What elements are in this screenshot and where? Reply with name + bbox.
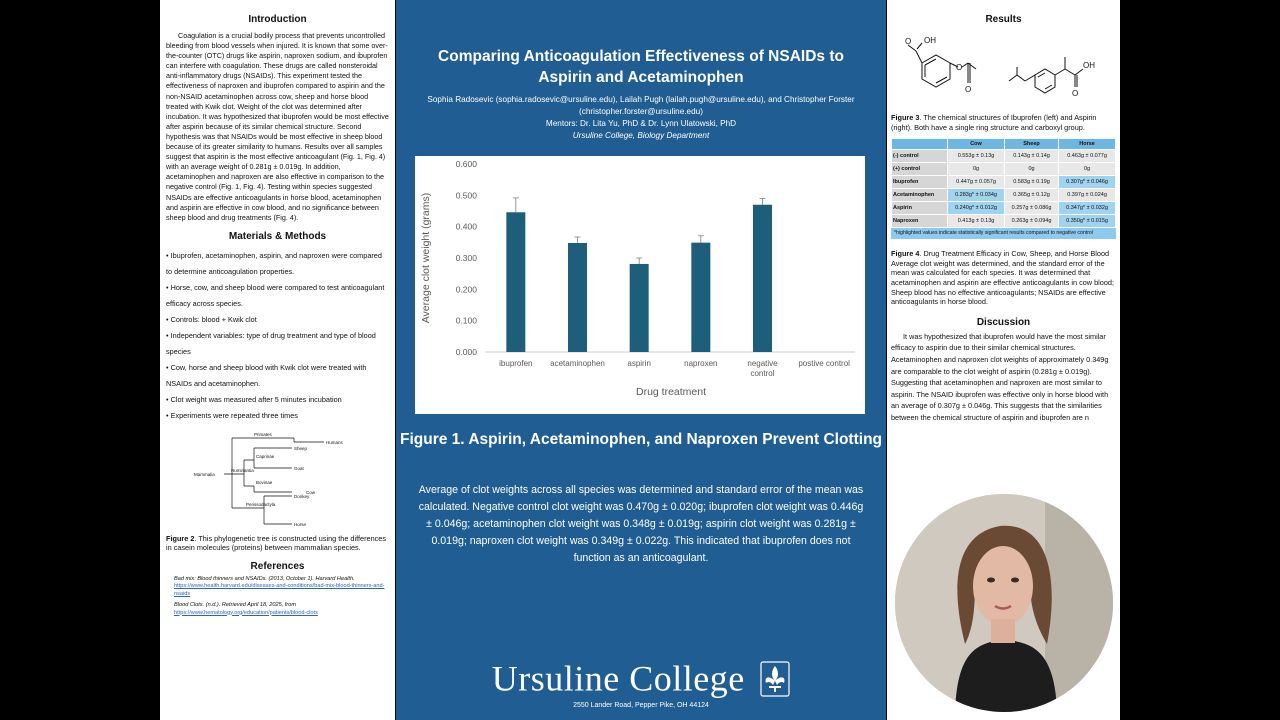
x-tick-label: negative control [747, 359, 778, 378]
tree-label-donkey: Donkey [294, 493, 310, 499]
figure-4-label: Figure 4 [891, 249, 920, 259]
table-cell: 0.463g ± 0.077g [1059, 150, 1116, 163]
college-address: 2550 Lander Road, Pepper Pike, OH 44124 [573, 702, 709, 709]
tree-label-perissodactyla: Perissodactyla [246, 501, 276, 507]
methods-item: • Independent variables: type of drug treatment and type of blood species [166, 330, 376, 356]
tree-label-horse: Horse [294, 521, 307, 527]
y-tick-label: 0.600 [455, 159, 477, 169]
tree-label-cow: Cow [306, 489, 316, 495]
x-tick-label: ibuprofen [499, 359, 533, 368]
table-cell: 0.553g ± 0.13g [948, 150, 1005, 163]
methods-item: • Clot weight was measured after 5 minutes incubation [166, 394, 342, 404]
y-axis-label: Average clot weight (grams) [420, 192, 432, 324]
affiliation: Ursuline College, Biology Department [572, 131, 710, 140]
figure-3-caption [891, 113, 1116, 132]
introduction-text: Coagulation is a crucial bodily process that prevents uncontrolled bleeding from blood vessels when injured. It is known that some over-the-counter (OTC) drugs like aspirin, naproxen sodium, and ibuprofen can interfere with coagulation. These drugs are called nonsteroidal anti-inflammatory drugs (NSAIDs). This experiment tested the effectiveness of naproxen and ibuprofen compared to aspirin and the non-NSAID acetaminophen across cow, sheep and horse blood treated with Kwik clot. Weight of the clot was determined after incubation. It was hypothesized that ibuprofen would be most effective after aspirin because of its similar chemical structure. Second hypothesis was that NSAIDs would be most effective in sheep blood because of its greater similarity to humans. Results over all samples suggest that aspirin is the most effective anticoagulant (Fig. 1, Fig. 4) with an average weight of 0.281g ± 0.019g. In addition, acetaminophen and naproxen are also effective in comparison to the negative control (Fig. 1, Fig. 4). Testing within species suggested NSAIDs are effective anticoagulants in horse blood, acetaminophen and aspirin are effective in cow blood, and no significance between sheep blood and drug treatments (Fig. 4). [166, 31, 389, 222]
table-cell: 0.263g ± 0.094g [1004, 215, 1058, 228]
x-axis-label: Drug treatment [635, 386, 707, 398]
reference-item [174, 602, 389, 617]
chemical-structures [891, 31, 1116, 111]
table-note: *highlighted values indicate statistically significant results compared to negative control [891, 228, 1116, 239]
left-column [160, 0, 395, 720]
error-bar [636, 258, 642, 264]
methods-item: • Horse, cow, and sheep blood were compared to test anticoagulant efficacy across species. [166, 282, 385, 308]
tree-label-mammalia: Mammalia [194, 471, 215, 477]
webcam-overlay [895, 494, 1113, 712]
figure-2-text: . This phylogenetic tree is constructed using the differences in casein molecules (proteins) between mammalian species. [166, 533, 386, 553]
x-tick-label: aspirin [627, 359, 651, 368]
bar-negative-control [753, 205, 772, 352]
college-logo [396, 654, 886, 700]
table-header: Cow [948, 139, 1005, 150]
tree-label-bovinae: Bovinae [256, 479, 273, 485]
tree-label-ruminantia: Ruminantia [231, 467, 254, 473]
table-row [892, 163, 1116, 176]
row-label: Acetaminophen [892, 189, 948, 202]
bar-aspirin [630, 264, 649, 352]
reference-text: Bad mix: Blood thinners and NSAIDs. (2013, October 1). Harvard Health. [174, 575, 355, 582]
table-cell-significant: 0.350g* ± 0.015g [1059, 215, 1116, 228]
table-header: Horse [1059, 139, 1116, 150]
chem-label: OH [1082, 61, 1095, 70]
methods-item: • Cow, horse and sheep blood with Kwik clot were treated with NSAIDs and acetaminophen. [166, 362, 367, 388]
ibuprofen-structure-icon [1005, 41, 1105, 101]
y-tick-label: 0.500 [455, 190, 477, 201]
bar-chart-svg [415, 156, 865, 414]
chem-label: OH [924, 36, 937, 45]
y-tick-label: 0.100 [455, 315, 477, 326]
x-tick-label: naproxen [684, 359, 718, 368]
chem-label: O [956, 63, 963, 72]
tree-label-sheep: Sheep [294, 445, 308, 451]
methods-heading: Materials & Methods [228, 230, 327, 242]
figure-1-title: Figure 1. Aspirin, Acetaminophen, and Naproxen Prevent Clotting [400, 431, 882, 448]
reference-link[interactable]: https://www.hematology.org/education/patients/blood-clots [174, 609, 318, 616]
error-bar [760, 198, 766, 204]
row-label: Naproxen [892, 215, 948, 228]
table-row [892, 202, 1116, 215]
center-column [396, 0, 886, 720]
table-row [892, 215, 1116, 228]
error-bar [698, 236, 704, 243]
methods-list [166, 248, 389, 424]
y-tick-label: 0.400 [455, 221, 477, 232]
figure-3-label: Figure 3 [891, 113, 920, 122]
bar-acetaminophen [568, 243, 587, 352]
aspirin-structure-icon [902, 35, 982, 107]
results-heading: Results [985, 14, 1022, 25]
references-list [174, 576, 389, 617]
table-cell-significant: 0.240g* ± 0.012g [948, 202, 1005, 215]
row-label: Ibuprofen [892, 176, 948, 189]
tree-label-primates: Primates [254, 431, 272, 437]
x-tick-label: acetaminophen [550, 359, 605, 368]
discussion-heading: Discussion [976, 316, 1031, 328]
table-header-row [892, 139, 1116, 150]
error-bar [575, 237, 581, 243]
fleur-de-lis-icon [760, 661, 790, 697]
table-header [892, 139, 948, 150]
introduction-heading: Introduction [248, 14, 307, 25]
table-cell-significant: 0.347g* ± 0.032g [1059, 202, 1116, 215]
figure-1-description: Average of clot weights across all species was determined and standard error of the mean was calculated. Negative control clot weight was 0.470g ± 0.020g; ibuprofen clot weight was 0.446g ± 0.046g; acetaminophen clot weight was 0.348g ± 0.019g; aspirin clot weight was 0.281g ± 0.019g; naproxen clot weight was 0.349g ± 0.022g. This indicated that ibuprofen does not function as an anticoagulant. [418, 484, 864, 564]
table-cell: 0.257g ± 0.086g [1004, 202, 1058, 215]
row-label: (+) control [892, 163, 948, 176]
methods-item: • Controls: blood + Kwik clot [166, 314, 257, 324]
college-name: Ursuline College [491, 658, 745, 699]
phylogenetic-tree [194, 430, 354, 530]
table-cell: 0.447g ± 0.057g [948, 176, 1005, 189]
figure-4-text: . Drug Treatment Efficacy in Cow, Sheep, and Horse Blood Average clot weight was determined, and the standard error of the mean was calculated for each species. It was determined that acetaminophen and aspirin are effective anticoagulants in cow blood; Sheep blood has no effective anticoagulants; NSAIDs are effective anticoagulants in horse blood. [891, 249, 1114, 307]
table-cell: 0.583g ± 0.19g [1004, 176, 1058, 189]
tree-label-goat: Goat [294, 465, 304, 471]
results-table [891, 138, 1116, 228]
references-heading: References [250, 560, 305, 572]
table-cell: 0g [1004, 163, 1058, 176]
bar-group [506, 198, 772, 352]
y-tick-group [456, 159, 478, 357]
row-label: Aspirin [892, 202, 948, 215]
table-cell: 0.143g ± 0.14g [1004, 150, 1058, 163]
y-tick-label: 0.300 [455, 253, 477, 263]
bar-naproxen [691, 243, 710, 352]
authors: Sophia Radosevic (sophia.radosevic@ursuline.edu), Lailah Pugh (lailah.pugh@ursuline.edu), and Christopher Forster (christopher.forster@ursuline.edu) [427, 95, 855, 116]
figure-3-text: . The chemical structures of Ibuprofen (left) and Aspirin (right). Both have a single ring structure and carboxyl group. [891, 113, 1097, 132]
figure-4-caption [891, 249, 1116, 307]
chem-label: O [965, 85, 972, 94]
table-row [892, 150, 1116, 163]
table-row [892, 189, 1116, 202]
table-cell: 0.397g ± 0.024g [1059, 189, 1116, 202]
tree-label-caprinae: Caprinae [256, 453, 275, 459]
chem-label: O [905, 37, 912, 46]
y-tick-label: 0.000 [455, 347, 477, 357]
discussion-text: It was hypothesized that ibuprofen would have the most similar efficacy to aspirin due to their similar chemical structures. Acetaminophen and naproxen clot weights of approximately 0.349g are comparable to the clot weight of aspirin (0.281g ± 0.019g). Suggesting that acetaminophen and naproxen are most similar to aspirin. The NSAID ibuprofen was effective only in horse blood with an average of 0.307g ± 0.046g. This suggests that the similarities between the chemical structure of aspirin and ibuprofen are n [891, 331, 1109, 422]
y-tick-label: 0.200 [455, 284, 477, 295]
figure-2-label: Figure 2 [166, 533, 195, 543]
figure-1-chart [415, 156, 865, 414]
reference-text: Blood Clots. (n.d.). Retrieved April 18, 2025, from [174, 602, 296, 609]
methods-item: • Experiments were repeated three times [166, 410, 298, 420]
table-cell-significant: 0.307g* ± 0.046g [1059, 176, 1116, 189]
chem-label: O [1071, 89, 1078, 98]
reference-link[interactable]: https://www.health.harvard.edu/diseases-and-conditions/bad-mix-blood-thinners-and-nsaids [174, 583, 385, 597]
reference-item [174, 576, 389, 598]
figure-2-caption [166, 534, 389, 553]
tree-label-humans: Humans [326, 439, 343, 445]
table-cell: 0g [948, 163, 1005, 176]
mentors: Mentors: Dr. Lita Yu, PhD & Dr. Lynn Ulatowski, PhD [545, 119, 737, 128]
methods-item: • Ibuprofen, acetaminophen, aspirin, and naproxen were compared to determine anticoagulation properties. [166, 250, 382, 276]
table-cell-significant: 0.283g* ± 0.034g [948, 189, 1005, 202]
error-bar [513, 198, 519, 212]
row-label: (-) control [892, 150, 948, 163]
table-header: Sheep [1004, 139, 1058, 150]
presenter-video [895, 494, 1113, 712]
table-row [892, 176, 1116, 189]
table-cell: 0.413g ± 0.13g [948, 215, 1005, 228]
poster-title: Comparing Anticoagulation Effectiveness of NSAIDs to Aspirin and Acetaminophen [438, 48, 844, 86]
x-tick-group [499, 359, 850, 378]
x-tick-label: postive control [798, 359, 850, 368]
table-cell: 0.365g ± 0.12g [1004, 189, 1058, 202]
bar-ibuprofen [506, 212, 525, 352]
table-cell: 0g [1059, 163, 1116, 176]
